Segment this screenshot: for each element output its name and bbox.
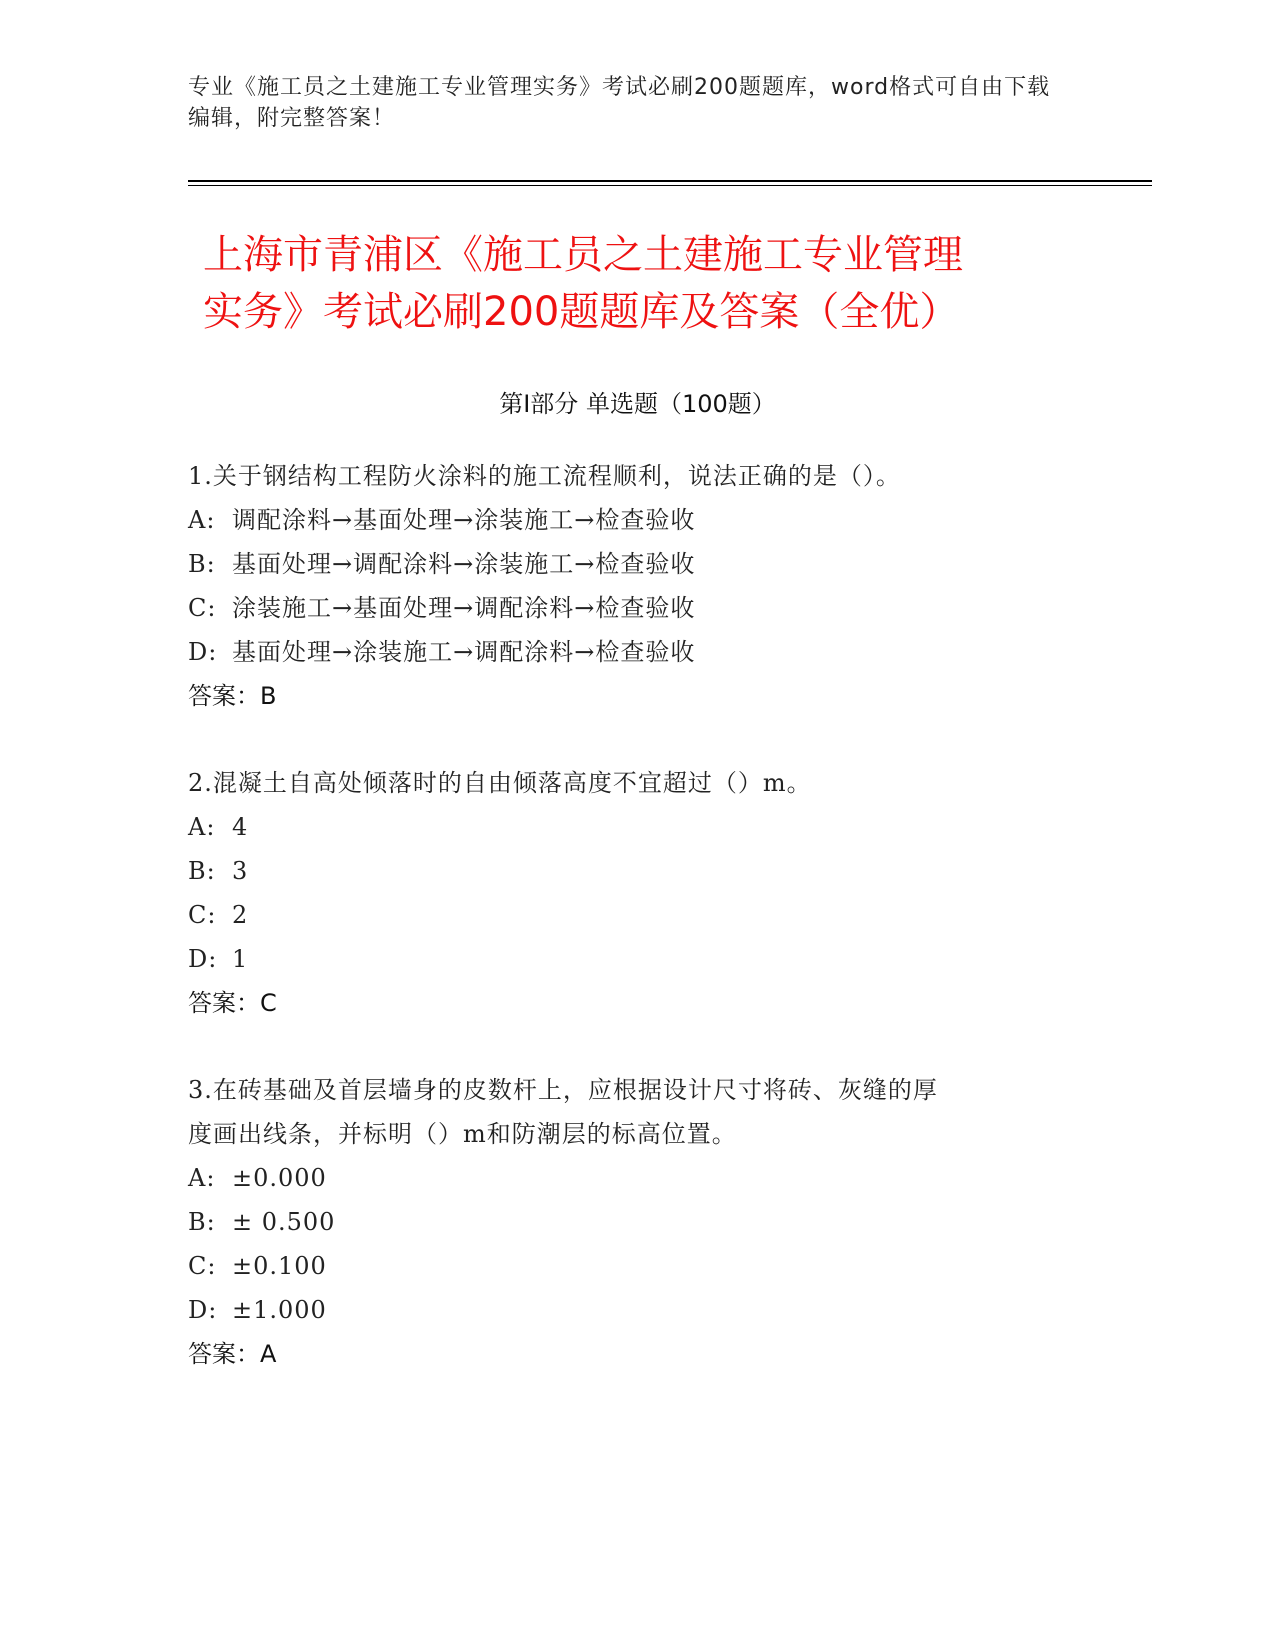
option-label: D: [188, 945, 218, 973]
option-text: ±0.000 [232, 1164, 327, 1192]
option-label: A: [188, 1164, 216, 1192]
question-3-option-c [188, 1250, 327, 1282]
header-rule-thick [188, 180, 1152, 182]
question-2-option-a [188, 811, 248, 843]
option-text: 3 [232, 857, 249, 885]
question-3-stem-line-1: 3.在砖基础及首层墙身的皮数杆上，应根据设计尺寸将砖、灰缝的厚 [188, 1076, 938, 1104]
option-text: ±1.000 [232, 1296, 327, 1324]
option-label: D: [188, 638, 218, 666]
option-label: B: [188, 550, 216, 578]
option-label: B: [188, 1208, 216, 1236]
document-title [203, 227, 1103, 341]
question-1-option-d [188, 636, 695, 668]
option-text: 基面处理→调配涂料→涂装施工→检查验收 [232, 550, 696, 578]
option-label: C: [188, 594, 217, 622]
question-2-option-b [188, 855, 248, 887]
question-1-option-b [188, 548, 695, 580]
option-label: B: [188, 857, 216, 885]
question-3-option-b [188, 1206, 335, 1238]
option-label: C: [188, 1252, 217, 1280]
question-3-answer: 答案：A [188, 1340, 277, 1368]
question-1-answer: 答案：B [188, 682, 277, 710]
question-1-stem: 1.关于钢结构工程防火涂料的施工流程顺利，说法正确的是（）。 [188, 462, 901, 490]
option-text: 4 [232, 813, 249, 841]
header-rule-thin [188, 185, 1152, 186]
question-2-option-c [188, 899, 248, 931]
option-text: 调配涂料→基面处理→涂装施工→检查验收 [232, 506, 696, 534]
option-label: A: [188, 813, 216, 841]
option-text: 2 [232, 901, 249, 929]
header-note: 专业《施工员之土建施工专业管理实务》考试必刷200题题库，word格式可自由下载编辑，附完整答案！ [188, 75, 1051, 131]
question-1-option-a [188, 504, 695, 536]
option-text: ± 0.500 [232, 1208, 336, 1236]
document-title-line-2: 实务》考试必刷200题题库及答案（全优） [203, 289, 960, 335]
option-label: C: [188, 901, 217, 929]
option-text: 1 [232, 945, 249, 973]
option-label: D: [188, 1296, 218, 1324]
question-2-option-d [188, 943, 248, 975]
document-title-line-1: 上海市青浦区《施工员之土建施工专业管理 [203, 232, 963, 278]
question-2-answer: 答案：C [188, 989, 277, 1017]
question-3-stem-line-2: 度画出线条，并标明（）m和防潮层的标高位置。 [188, 1120, 737, 1148]
option-text: 基面处理→涂装施工→调配涂料→检查验收 [232, 638, 696, 666]
option-text: ±0.100 [232, 1252, 327, 1280]
question-1-option-c [188, 592, 695, 624]
option-text: 涂装施工→基面处理→调配涂料→检查验收 [232, 594, 696, 622]
section-heading: 第Ⅰ部分 单选题（100题） [499, 390, 776, 418]
question-2-stem: 2.混凝土自高处倾落时的自由倾落高度不宜超过（）m。 [188, 769, 812, 797]
question-3-option-d [188, 1294, 327, 1326]
option-label: A: [188, 506, 216, 534]
question-3-option-a [188, 1162, 327, 1194]
